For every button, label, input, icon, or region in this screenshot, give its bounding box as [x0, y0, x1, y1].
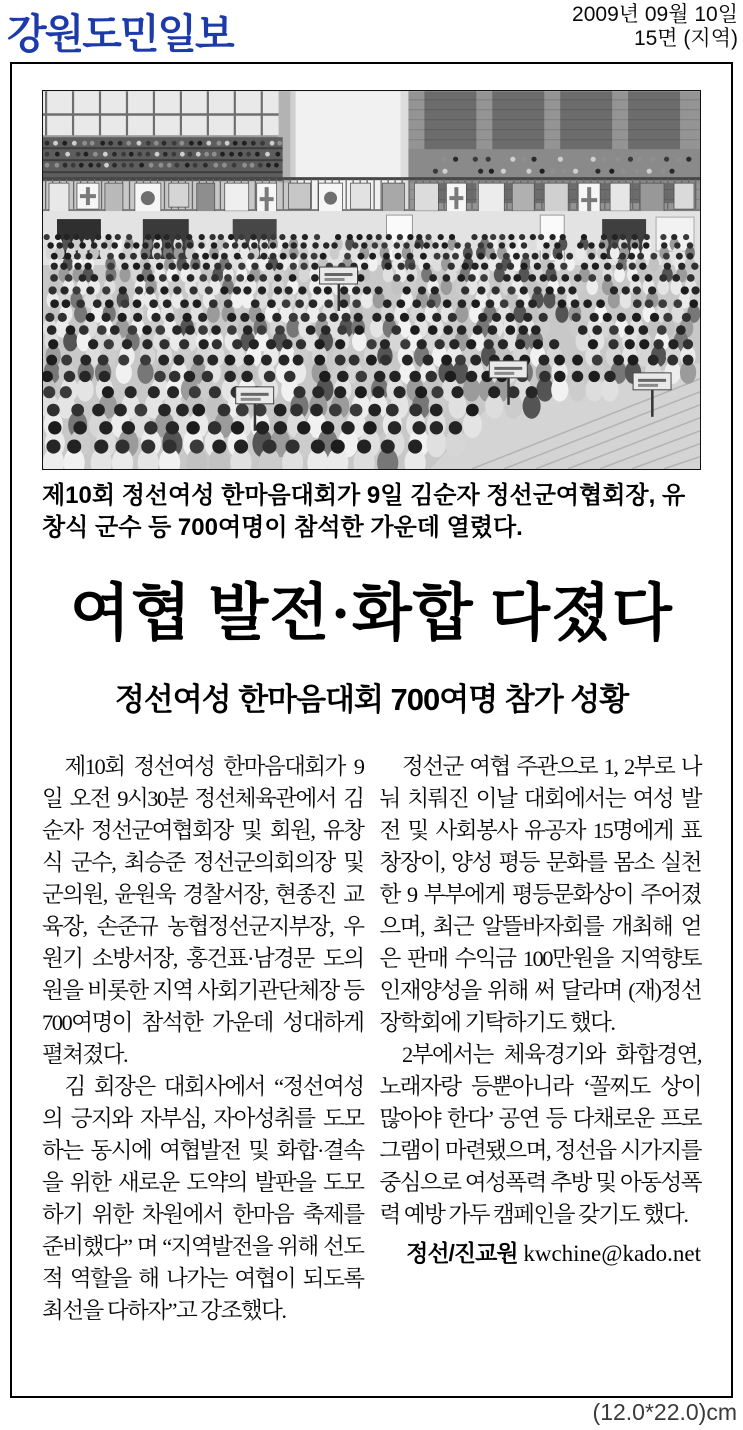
newspaper-logo: 강원도민일보 — [7, 11, 233, 57]
byline — [380, 1235, 702, 1268]
paragraph: 제10회 정선여성 한마음대회가 9일 오전 9시30분 정선체육관에서 김순자 정선군여협회장 및 회원, 유창식 군수, 최승준 정선군의회의장 및 군의원, 윤원욱 경찰서장, 현종진 교육장, 손준규 농협정선군지부장, 우원기 소방서장, 홍건표·남경문 도의원을 비롯한 지역 사회기관단체장 등 700여명이 참석한 가운데 성대하게 펼쳐졌다. — [42, 754, 364, 1068]
article-photo — [42, 90, 701, 470]
article-body — [42, 751, 701, 1327]
paragraph: 2부에서는 체육경기와 화합경연, 노래자랑 등뿐아니라 ‘꼴찌도 상이 많아야 한다’ 공연 등 다채로운 프로그램이 마련됐으며, 정선읍 시가지를 중심으로 여성폭력 추방 및 아동성폭력 예방 가두 캠페인을 갖기도 했다. — [379, 1042, 701, 1228]
date-line: 2009년 09월 10일 — [572, 3, 738, 26]
byline-reporter: 정선/진교원 — [406, 1240, 518, 1267]
print-size-note: (12.0*22.0)cm — [592, 1399, 737, 1425]
subheadline: 정선여성 한마음대회 700여명 참가 성황 — [114, 682, 629, 718]
byline-email: kwchine@kado.net — [523, 1241, 701, 1267]
photo-caption: 제10회 정선여성 한마음대회가 9일 김순자 정선군여협회장, 유창식 군수 등 700여명이 참석한 가운데 열렸다. — [42, 482, 686, 541]
page-section-line: 15면 (지역) — [633, 27, 738, 51]
headline: 여협 발전·화합 다졌다 — [70, 580, 673, 648]
photo-illustration — [43, 91, 700, 469]
paragraph: 김 회장은 대회사에서 “정선여성의 긍지와 자부심, 자아성취를 도모하는 동시에 여협발전 및 화합·결속을 위한 새로운 도약의 발판을 도모하기 위한 차원에서 한마음 축제를 준비했다” 며 “지역발전을 위해 선도적 역할을 해 나가는 여협이 되도록 최선을 다하자”고 강조했다. — [42, 1074, 364, 1324]
paragraph: 정선군 여협 주관으로 1, 2부로 나눠 치뤄진 이날 대회에서는 여성 발전 및 사회봉사 유공자 15명에게 표창장이, 양성 평등 문화를 몸소 실천한 9 부부에게 평등문화상이 주어졌으며, 최근 알뜰바자회를 개최해 얻은 판매 수익금 100만원을 지역향토 인재양성을 위해 써 달라며 (재)정선장학회에 기탁하기도 했다. — [379, 754, 701, 1036]
body-column-2 — [380, 751, 702, 1327]
article-box — [10, 62, 733, 1398]
body-column-1 — [42, 751, 364, 1327]
masthead — [0, 0, 743, 60]
date-block — [572, 3, 738, 51]
